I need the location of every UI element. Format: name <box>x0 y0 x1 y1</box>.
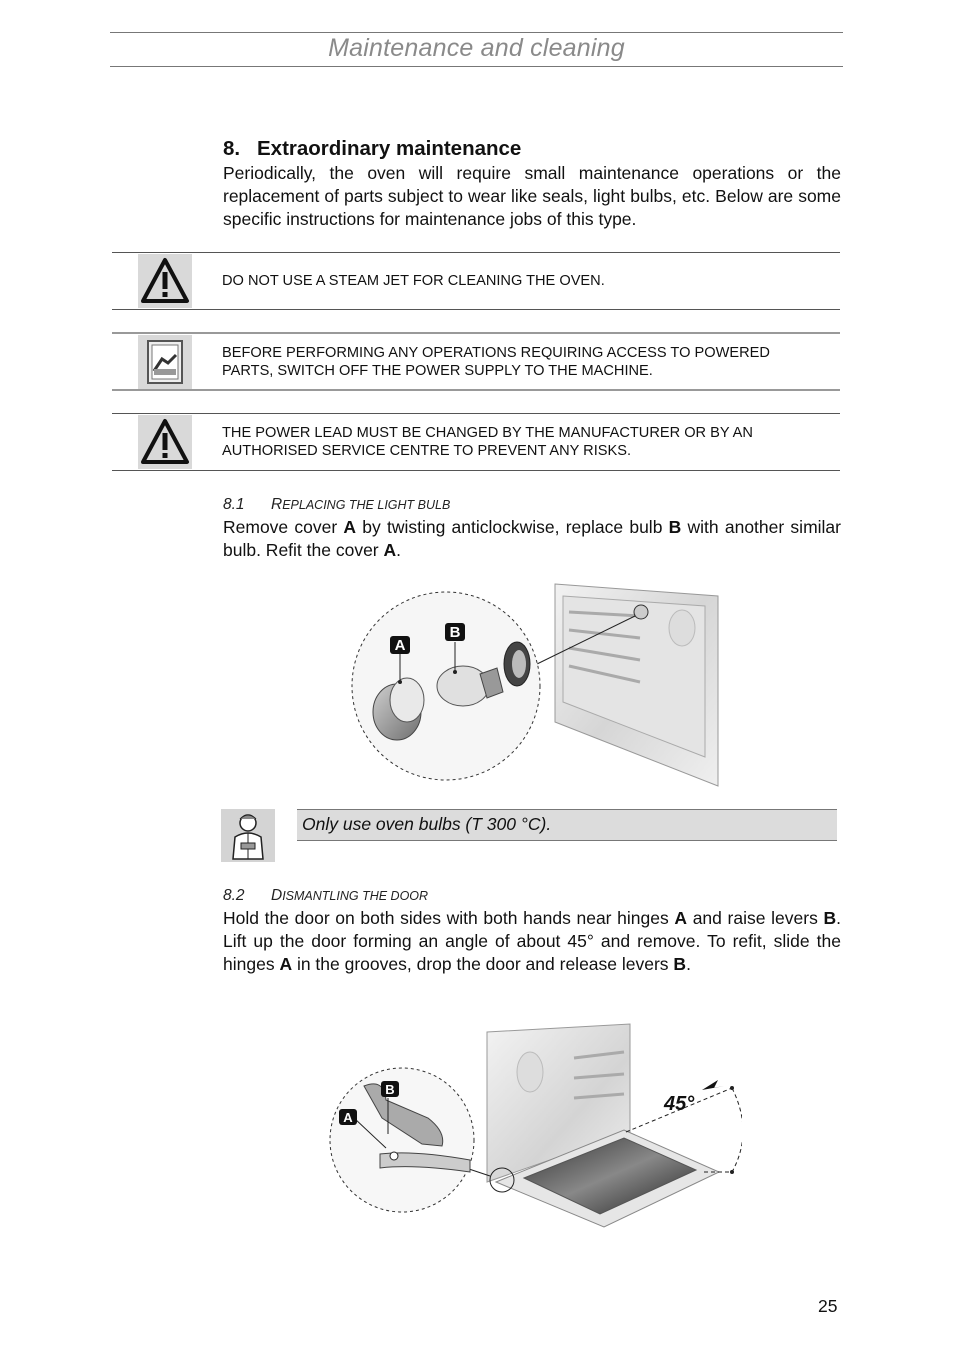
warning-box-power <box>112 332 840 391</box>
page-header-title: Maintenance and cleaning <box>328 34 625 62</box>
header-rule-bottom <box>110 66 843 67</box>
bulb-note-text: Only use oven bulbs (T 300 °C). <box>302 814 552 834</box>
section-intro: Periodically, the oven will require small maintenance operations or the replacement of parts subject to wear like seals, light bulbs, etc. Below are some specific instructions for maintenance jobs of this type. <box>223 163 841 229</box>
figure-label-b: B <box>449 624 461 641</box>
warning-triangle-icon <box>138 254 192 308</box>
door-figure-label-b: B <box>385 1082 395 1097</box>
power-switch-icon <box>138 335 192 389</box>
warning-box-steam <box>112 252 840 310</box>
warning-text: DO NOT USE A STEAM JET FOR CLEANING THE OVEN. <box>222 273 605 289</box>
door-instructions: Hold the door on both sides with both hands near hinges A and raise levers B. Lift up the door forming an angle of about 45° and remove. To refit, slide the hinges A in the grooves, drop the door and release levers B. <box>223 908 841 974</box>
warning-triangle-icon <box>138 415 192 469</box>
door-figure-label-a: A <box>343 1110 353 1125</box>
warning-box-power-lead <box>112 413 840 471</box>
warning-text: BEFORE PERFORMING ANY OPERATIONS REQUIRING ACCESS TO POWERED PARTS, SWITCH OFF THE POWER SUPPLY TO THE MACHINE. <box>222 345 770 379</box>
page-number: 25 <box>818 1296 838 1316</box>
warning-text: THE POWER LEAD MUST BE CHANGED BY THE MANUFACTURER OR BY AN AUTHORISED SERVICE CENTRE TO PREVENT ANY RISKS. <box>222 425 753 459</box>
header-rule-top <box>110 32 843 33</box>
bulb-note-box <box>297 809 837 841</box>
angle-label: 45° <box>664 1093 695 1115</box>
light-bulb-figure <box>345 582 725 788</box>
light-bulb-instructions: Remove cover A by twisting anticlockwise, replace bulb B with another similar bulb. Refit the cover A. <box>223 517 841 560</box>
door-figure <box>324 1022 742 1236</box>
figure-label-a: A <box>394 637 406 654</box>
technician-icon <box>221 809 275 862</box>
subsection-title-light-bulb: 8.1 REPLACING THE LIGHT BULB <box>223 496 451 513</box>
subsection-title-door: 8.2 DISMANTLING THE DOOR <box>223 887 429 904</box>
section-title: 8. Extraordinary maintenance <box>223 137 522 160</box>
